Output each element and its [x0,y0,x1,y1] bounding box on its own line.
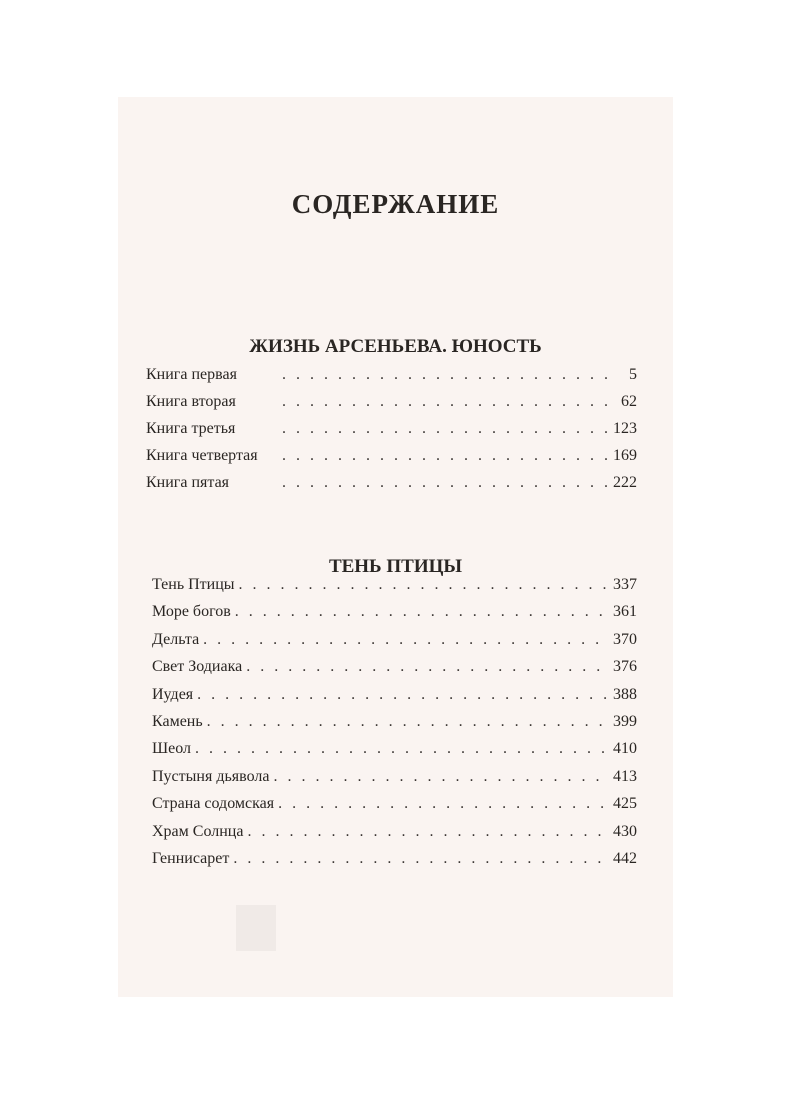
dot-leader [239,571,609,598]
toc-entry [152,818,637,845]
toc-entry-label: Свет Зодиака [152,658,243,676]
toc-entry [146,415,637,442]
toc-entry-label: Книга первая [146,366,237,383]
toc-entry [146,388,637,415]
dot-leader [195,735,609,762]
toc-entry [146,361,637,388]
dot-leader [282,361,609,388]
toc-entry [152,571,637,598]
dot-leader [273,763,609,790]
show-through-block [236,905,276,951]
section-title-ten-ptitsy: ТЕНЬ ПТИЦЫ [328,555,463,577]
toc-entry-page: 337 [613,576,637,593]
toc-entry-label: Дельта [152,630,200,648]
dot-leader [207,708,609,735]
toc-entry-label: Храм Солнца [152,822,244,840]
toc-entry-label: Море богов [152,603,231,621]
dot-leader [282,415,609,442]
toc-entry [152,681,637,708]
toc-entry [146,469,637,496]
dot-leader [282,442,609,469]
toc-entry-page: 5 [629,366,637,383]
toc-entry-page: 442 [613,849,637,867]
dot-leader [235,598,609,625]
toc-entry-label: Пустыня дьявола [152,767,270,785]
toc-entry [152,598,637,625]
book-page [118,97,673,997]
toc-entry-page: 62 [621,393,637,410]
dot-leader [278,790,609,817]
toc-entry-label: Книга вторая [146,393,236,410]
toc-entry [152,845,637,872]
toc-entry [152,763,637,790]
toc-entry-label: Шеол [152,740,192,758]
toc-entry-label: Геннисарет [152,849,230,867]
toc-entry [152,708,637,735]
toc-entry-page: 370 [613,630,637,648]
dot-leader [247,818,609,845]
toc-entry [146,442,637,469]
toc-entry-label: Страна содомская [152,795,275,813]
dot-leader [246,653,609,680]
toc-entry-label: Книга четвертая [146,447,258,464]
toc-entry-page: 413 [613,767,637,785]
dot-leader [233,845,609,872]
toc-entry [152,626,637,653]
toc-entry [152,735,637,762]
toc-entry-page: 123 [613,420,637,437]
dot-leader [282,469,609,496]
toc-entry-label: Книга пятая [146,474,230,491]
toc-entry-label: Иудея [152,685,194,703]
toc-entry-page: 425 [613,795,637,813]
toc-entry [152,653,637,680]
toc-entry-label: Камень [152,712,203,730]
toc-entry-label: Книга третья [146,420,236,437]
toc-entry-page: 169 [613,447,637,464]
dot-leader [282,388,609,415]
toc-entry-page: 222 [613,474,637,491]
toc-entry-page: 388 [613,685,637,703]
toc-list-zhizn-arsenieva [146,361,637,496]
section-title-zhizn-arsenieva: ЖИЗНЬ АРСЕНЬЕВА. ЮНОСТЬ [249,335,542,357]
toc-entry-page: 399 [613,712,637,730]
toc-list-ten-ptitsy [152,571,637,872]
dot-leader [197,681,609,708]
dot-leader [203,626,609,653]
toc-entry-page: 410 [613,740,637,758]
toc-entry-page: 430 [613,822,637,840]
page-title: СОДЕРЖАНИЕ [291,189,500,220]
toc-entry-page: 376 [613,658,637,676]
toc-entry-label: Тень Птицы [152,576,235,593]
toc-entry [152,790,637,817]
toc-entry-page: 361 [613,603,637,621]
